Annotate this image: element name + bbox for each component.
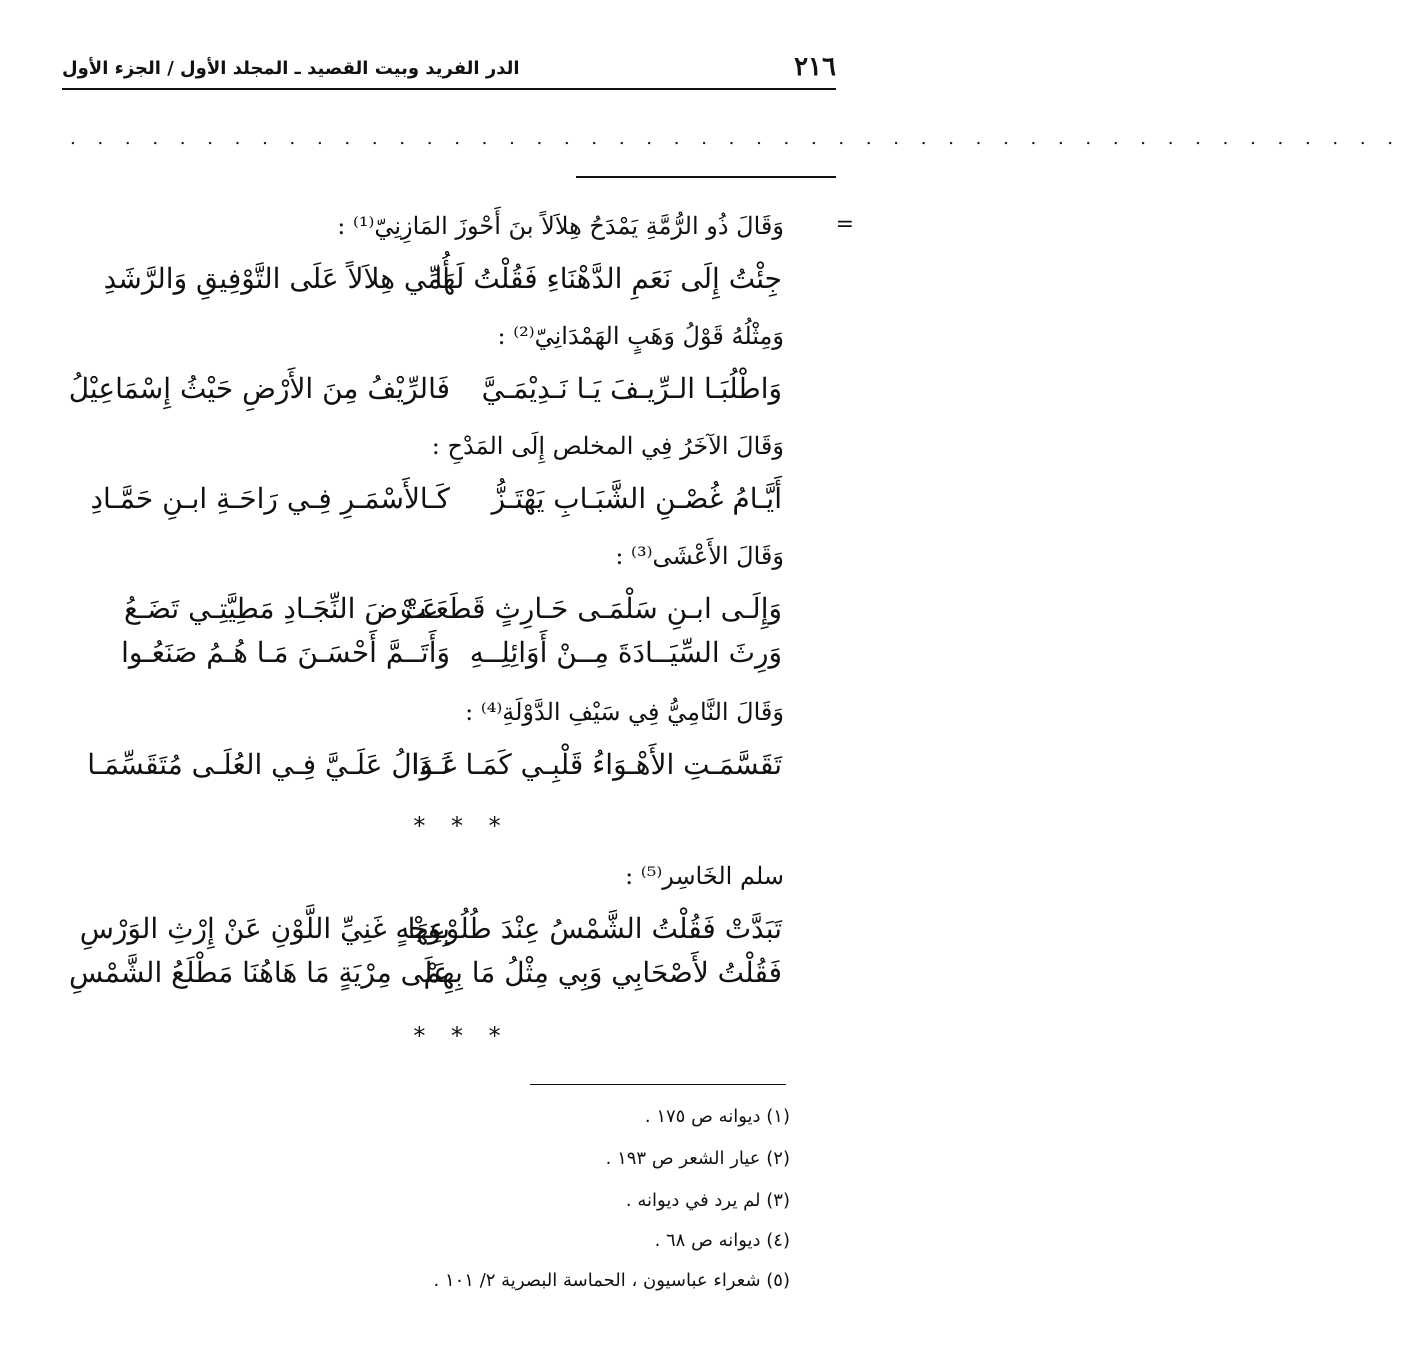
entry-intro-5: وَقَالَ النَّامِيُّ فِي سَيْفِ الدَّوْلَةِ⁽⁴⁾ :: [465, 698, 784, 726]
verse-4-second-hemistich: عَـرْضَ النِّجَـادِ مَطِيَّتِـي تَضَـعُ: [124, 592, 439, 625]
verse-4-first-hemistich: وَإِلَـى ابـنِ سَلْمَـى حَـارِثٍ قَطَعَـتْ: [399, 592, 782, 625]
verse-1-first-hemistich: جِئْتُ إِلَى نَعَمِ الدَّهْنَاءِ فَقُلْتُ لَهَا: [434, 262, 782, 295]
verse-2-second-hemistich: فَالرِّيْفُ مِنَ الأَرْضِ حَيْثُ إِسْمَاعِيْلُ: [68, 372, 450, 405]
verse-3-first-hemistich: أَيَّـامُ غُصْـنِ الشَّبَـابِ يَهْتَـزُّ: [491, 482, 782, 515]
separator-line: [576, 176, 836, 178]
verse-8-first-hemistich: فَقُلْتُ لأَصْحَابِي وَبِي مِثْلُ مَا بِهِمْ: [423, 956, 782, 989]
verse-6-second-hemistich: نَـوَالُ عَلَـيَّ فِـي العُلَـى مُتَقَسِّمَـا: [87, 748, 450, 781]
footnote-1: (١) ديوانه ص ١٧٥ .: [644, 1106, 790, 1127]
verse-2-first-hemistich: وَاطْلُبَـا الـرِّيـفَ يَـا نَـدِيْمَـيَّ: [481, 372, 782, 405]
page-number: ٢١٦: [794, 52, 836, 82]
footnote-separator: [530, 1084, 786, 1085]
verse-3-second-hemistich: كَـالأَسْمَـرِ فِـي رَاحَـةِ ابـنِ حَمَّـادِ: [90, 482, 450, 515]
verse-8-second-hemistich: عَلَى مِرْيَةٍ مَا هَاهُنَا مَطْلَعُ الشَّمْسِ: [69, 956, 450, 989]
footnote-3: (٣) لم يرد في ديوانه .: [625, 1190, 790, 1211]
entry-intro-4: وَقَالَ الأَعْشَى⁽³⁾ :: [615, 542, 784, 570]
verse-7-second-hemistich: بِوَجْهٍ غَنِيِّ اللَّوْنِ عَنْ إِرْثِ الوَرْسِ: [79, 912, 450, 945]
footnote-4: (٤) ديوانه ص ٦٨ .: [654, 1230, 790, 1251]
entry-intro-1: وَقَالَ ذُو الرُّمَّةِ يَمْدَحُ هِلاَلاً بنَ أَحْوزَ المَازِنِيّ⁽¹⁾ :: [337, 212, 784, 240]
verse-5-first-hemistich: وَرِثَ السِّيَــادَةَ مِــنْ أَوَائِلِــهِ: [469, 636, 782, 669]
entry-intro-3: وَقَالَ الآخَرُ فِي المخلص إِلَى المَدْحِ :: [431, 432, 784, 460]
footnote-5: (٥) شعراء عباسيون ، الحماسة البصرية ٢/ ١٠١ .: [433, 1270, 790, 1291]
verse-6-first-hemistich: تَقَسَّمَـتِ الأَهْـوَاءُ قَلْبِـي كَمَـا غَـدَا: [411, 748, 782, 781]
footnote-2: (٢) عيار الشعر ص ١٩٣ .: [605, 1148, 790, 1169]
section-stars-1: * * *: [413, 812, 501, 840]
running-title: الدر الفريد وبيت القصيد ـ المجلد الأول / الجزء الأول: [62, 58, 520, 79]
entry-intro-6: سلم الخَاسِر⁽⁵⁾ :: [625, 862, 784, 890]
page-header: [62, 52, 836, 90]
verse-7-first-hemistich: تَبَدَّتْ فَقُلْتُ الشَّمْسُ عِنْدَ طُلُوْعِهَا: [407, 912, 782, 945]
entry-intro-2: وَمِثْلُهُ قَوْلُ وَهَبٍ الهَمْدَانِيّ⁽²⁾ :: [497, 322, 784, 350]
continuation-mark: =: [835, 212, 854, 237]
verse-1-second-hemistich: أُمِّي هِلاَلاً عَلَى التَّوْفِيقِ وَالرَّشَدِ: [103, 262, 450, 295]
section-stars-2: * * *: [413, 1022, 501, 1050]
ellipsis-dots: . . . . . . . . . . . . . . . . . . . . . . . . . . . . . . . . . . . . . . . . . . . . . . . . .: [70, 128, 1401, 149]
verse-5-second-hemistich: وَأَتَــمَّ أَحْسَـنَ مَـا هُـمُ صَنَعُـوا: [121, 636, 450, 669]
